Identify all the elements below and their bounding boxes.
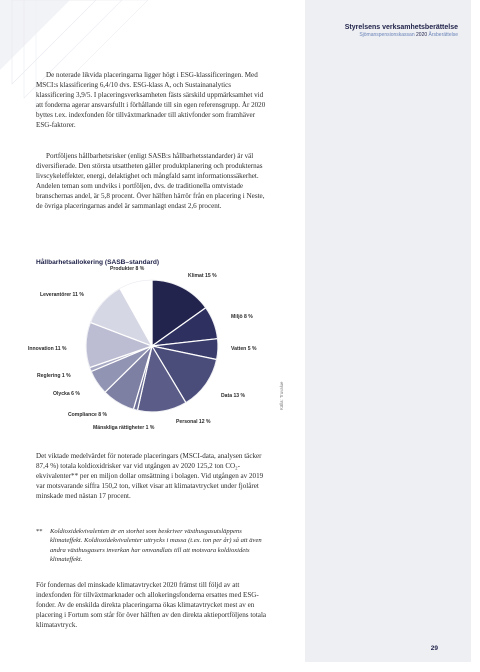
- pie-label-produkter: Produkter 8 %: [110, 266, 145, 272]
- paragraph-4-text: För fondernas del minskade klimatavtrycket 2020 främst till följd av att indexfonden för tillväxtmarknader och allokeringsfonderna ersattes med ESG-fonder. Av de enskilda direkta placeringarna ökas klimatavtrycket mest av en placering i Fortum som står för över hälften av den direkta aktieportföljens totala klimatavtryck.: [36, 581, 267, 629]
- header-subtitle-suffix: Årsberättelse: [428, 32, 458, 38]
- header-year: 2020: [416, 32, 428, 38]
- pie-label-compliance: Compliance 8 %: [68, 412, 108, 418]
- pie-label-innovation: Innovation 11 %: [28, 346, 67, 352]
- paragraph-4: [36, 580, 268, 630]
- pie-label-vatten: Vatten 5 %: [231, 346, 257, 352]
- footnote-mark: **: [36, 528, 43, 535]
- page-number: 29: [430, 645, 438, 652]
- pie-label-mänskliga-rättigheter: Mänskliga rättigheter 1 %: [93, 425, 155, 431]
- pie-label-personal: Personal 12 %: [176, 419, 211, 425]
- footnote-text: Koldioxidekvivalenten är en storhet som beskriver växthusgasutsläppens klimateffekt. Koldioxidekvivalenter uttrycks i massa (t.ex. ton per år) så att även andra växthusgasers inverkan har omvandlats till att motsvara koldioxidets klimateffekt.: [50, 528, 262, 564]
- paragraph-1-text: De noterade likvida placeringarna ligger högt i ESG-klassificeringen. Med MSCI:s klassificering 6,4/10 dvs. ESG-klass A, och Sustainanalytics klassificering 3,9/5. I placeringsverksamheten fästs särskild uppmärksamhet vid att fonderna agerar ansvarsfullt i förhållande till sin egen referensgrupp. År 2020 byttes t.ex. indexfonden för tillväxtmarknader till aktivfonder som framhäver ESG-faktorer.: [36, 71, 266, 129]
- paragraph-3-text: Det viktade medelvärdet för noterade placeringars (MSCI-data, analysen täcker 87,4 %) totala koldioxidrisker var vid utgången av 2020 125,2 ton CO₂-ekvivalenter** per en miljon dollar omsättning i bolagen. Vid utgången av 2019 var motsvarande siffra 150,2 ton, vilket visar att klimatavtrycket under fjolåret minskade med nästan 17 procent.: [36, 452, 264, 500]
- footnote: [36, 527, 268, 565]
- pie-label-klimat: Klimat 15 %: [188, 273, 217, 279]
- paragraph-2-text: Portföljens hållbarhetsrisker (enligt SASB:s hållbarhetsstandarder) är väl diversifierade. Den största utsattheten gäller produktplanering och produkternas livscykeleffekter, energi, delaktighet och mångfald samt informationssäkerhet. Andelen teman som undviks i portföljen, dvs. de traditionella omtvistade branschernas andel, är 5,8 procent. Över hälften härrör från en placering i Neste, de övriga placeringarnas andel är sammanlagt endast 2,6 procent.: [36, 152, 265, 210]
- pie-label-data: Data 13 %: [221, 393, 246, 399]
- header-title: Styrelsens verksamhetsberättelse: [344, 24, 458, 31]
- pie-label-olycka: Olycka 6 %: [53, 391, 80, 397]
- chart-source: Källa: Truvalue: [279, 381, 284, 410]
- paragraph-3: [36, 451, 268, 501]
- header-subtitle-prefix: Sjömanspensionskassan: [359, 32, 415, 38]
- pie-label-reglering: Reglering 1 %: [37, 373, 71, 379]
- pie-label-leverantörer: Leverantörer 11 %: [40, 292, 84, 298]
- chart-title: Hållbarhetsallokering (SASB–standard): [36, 259, 160, 266]
- pie-label-miljö: Miljö 8 %: [231, 314, 253, 320]
